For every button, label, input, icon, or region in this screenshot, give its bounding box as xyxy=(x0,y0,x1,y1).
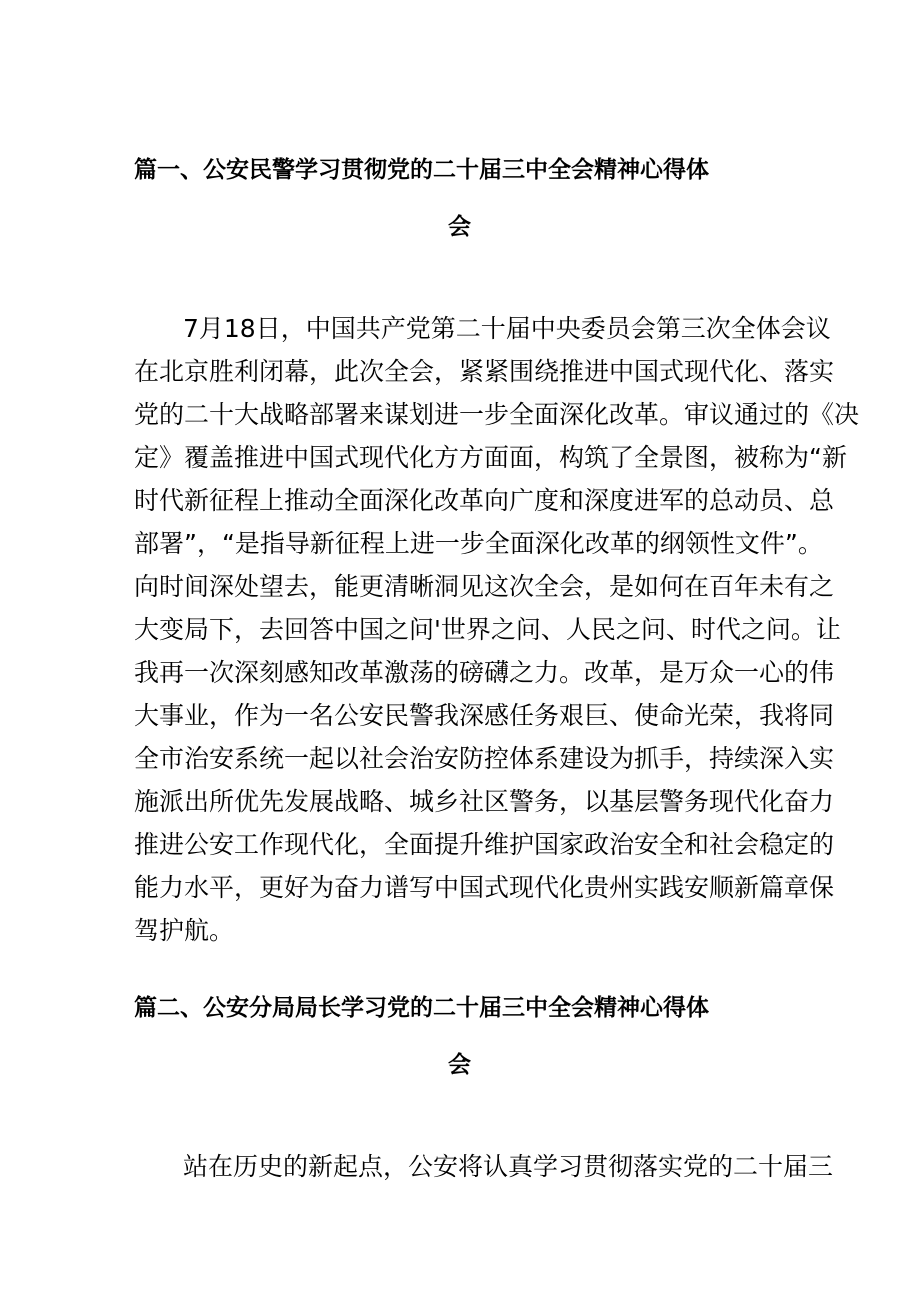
section1-title-line2: 会 xyxy=(448,214,471,240)
paragraph-line: 部署”，“是指导新征程上进一步全面深化改革的纲领性文件”。 xyxy=(134,529,823,558)
paragraph-line: 站在历史的新起点，公安将认真学习贯彻落实党的二十届三 xyxy=(183,1152,834,1181)
section2-title-line2: 会 xyxy=(448,1052,471,1078)
paragraph-line: 大变局下，去回答中国之问'世界之问、人民之问、时代之问。让 xyxy=(134,615,841,644)
paragraph-line: 施派出所优先发展战略、城乡社区警务，以基层警务现代化奋力 xyxy=(134,787,835,816)
paragraph-line: 时代新征程上推动全面深化改革向广度和深度进军的总动员、总 xyxy=(134,486,835,515)
paragraph-line: 7月18日，中国共产党第二十届中央委员会第三次全体会议 xyxy=(183,314,831,343)
paragraph-line: 党的二十大战略部署来谋划进一步全面深化改革。审议通过的《决 xyxy=(134,400,860,429)
paragraph-line: 向时间深处望去，能更清晰洞见这次全会，是如何在百年未有之 xyxy=(134,572,835,601)
paragraph-line: 全市治安系统一起以社会治安防控体系建设为抓手，持续深入实 xyxy=(134,744,835,773)
section2-title-line1: 篇二、公安分局局长学习党的二十届三中全会精神心得体 xyxy=(134,995,709,1021)
section1-title-line1: 篇一、公安民警学习贯彻党的二十届三中全会精神心得体 xyxy=(134,157,709,183)
paragraph-line: 在北京胜利闭幕，此次全会，紧紧围绕推进中国式现代化、落实 xyxy=(134,357,835,386)
paragraph-line: 我再一次深刻感知改革激荡的磅礴之力。改革，是万众一心的伟 xyxy=(134,658,835,687)
paragraph-line: 定》覆盖推进中国式现代化方方面面，构筑了全景图，被称为“新 xyxy=(134,443,847,472)
paragraph-line: 驾护航。 xyxy=(134,916,235,945)
paragraph-line: 能力水平，更好为奋力谱写中国式现代化贵州实践安顺新篇章保 xyxy=(134,873,835,902)
paragraph-line: 推进公安工作现代化，全面提升维护国家政治安全和社会稳定的 xyxy=(134,830,835,859)
paragraph-line: 大事业，作为一名公安民警我深感任务艰巨、使命光荣，我将同 xyxy=(134,701,835,730)
